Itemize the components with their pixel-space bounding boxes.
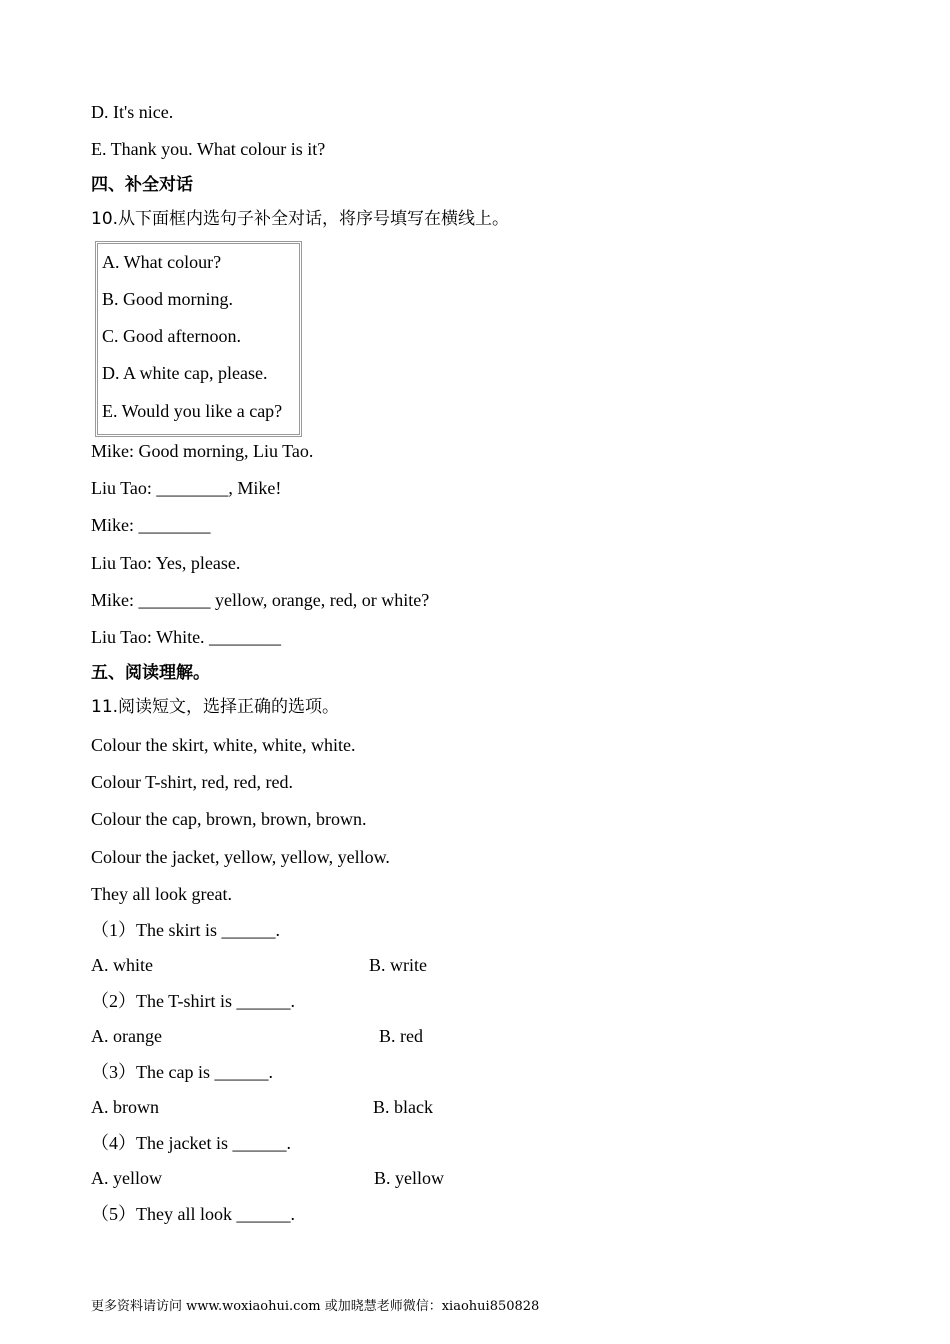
passage-line: Colour the skirt, white, white, white. xyxy=(91,735,356,755)
box-option-b: B. Good morning. xyxy=(102,289,234,309)
choice-1a: A. white xyxy=(91,955,153,975)
footer-note: 更多资料请访问 www.woxiaohui.com 或加晓慧老师微信：xiaohui850828 xyxy=(91,1299,540,1314)
dialogue-line: Mike: Good morning, Liu Tao. xyxy=(91,441,314,461)
dialogue-line: Liu Tao: ________, Mike! xyxy=(91,478,282,498)
section-heading-reading: 五、阅读理解。 xyxy=(91,663,210,683)
choice-2a: A. orange xyxy=(91,1026,162,1046)
choice-4b: B. yellow xyxy=(374,1168,444,1188)
question-10: 10.从下面框内选句子补全对话，将序号填写在横线上。 xyxy=(91,209,510,229)
box-option-e: E. Would you like a cap? xyxy=(102,401,283,421)
choice-1b: B. write xyxy=(369,955,427,975)
passage-line: Colour the jacket, yellow, yellow, yellow. xyxy=(91,847,390,867)
passage-line: Colour T-shirt, red, red, red. xyxy=(91,772,293,792)
sub-question-4: （4）The jacket is ______. xyxy=(91,1133,291,1153)
sub-question-3: （3）The cap is ______. xyxy=(91,1062,273,1082)
choice-3b: B. black xyxy=(373,1097,433,1117)
choice-2b: B. red xyxy=(379,1026,423,1046)
passage-line: They all look great. xyxy=(91,884,232,904)
dialogue-line: Liu Tao: White. ________ xyxy=(91,627,282,647)
sub-question-5: （5）They all look ______. xyxy=(91,1204,295,1224)
choice-4a: A. yellow xyxy=(91,1168,162,1188)
box-option-d: D. A white cap, please. xyxy=(102,363,268,383)
dialogue-line: Mike: ________ yellow, orange, red, or white? xyxy=(91,590,430,610)
choice-3a: A. brown xyxy=(91,1097,159,1117)
dialogue-line: Liu Tao: Yes, please. xyxy=(91,553,241,573)
box-option-a: A. What colour? xyxy=(102,252,222,272)
box-option-c: C. Good afternoon. xyxy=(102,326,241,346)
section-heading-dialogue: 四、补全对话 xyxy=(91,175,193,195)
passage-line: Colour the cap, brown, brown, brown. xyxy=(91,809,367,829)
sub-question-2: （2）The T-shirt is ______. xyxy=(91,991,296,1011)
question-11: 11.阅读短文，选择正确的选项。 xyxy=(91,697,340,717)
sub-question-1: （1）The skirt is ______. xyxy=(91,920,280,940)
option-d: D. It's nice. xyxy=(91,102,174,122)
dialogue-line: Mike: ________ xyxy=(91,515,211,535)
options-box xyxy=(95,241,302,437)
option-e: E. Thank you. What colour is it? xyxy=(91,139,326,159)
